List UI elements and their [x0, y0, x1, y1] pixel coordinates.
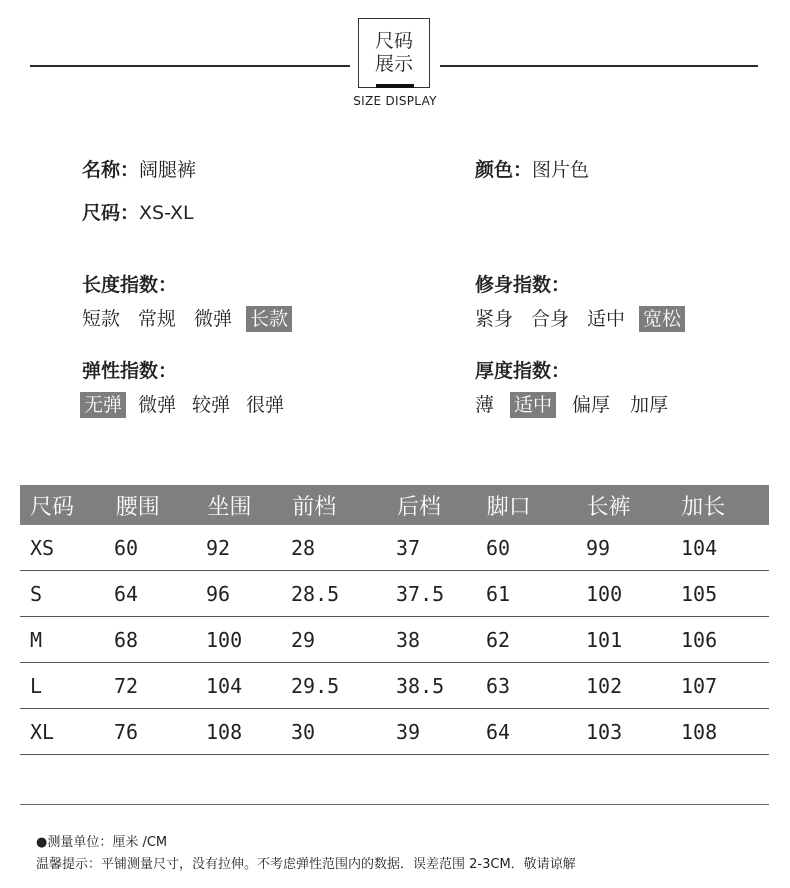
product-size-label: 尺码： — [82, 202, 140, 224]
table-cell: 76 — [114, 719, 139, 744]
table-row — [20, 709, 769, 755]
table-cell: 39 — [396, 719, 421, 744]
table-cell: 108 — [681, 719, 718, 744]
fit-option: 合身 — [531, 308, 570, 330]
thickness-option: 薄 — [475, 394, 495, 416]
thickness-option: 适中 — [510, 392, 556, 418]
fit-option: 适中 — [587, 308, 626, 330]
product-size-value: XS-XL — [139, 202, 194, 224]
header-cell: 尺码 — [30, 494, 75, 520]
elasticity-index-options — [80, 392, 288, 418]
table-cell: 102 — [586, 673, 623, 698]
header-rule-left — [30, 65, 350, 67]
table-cell: 60 — [486, 535, 511, 560]
table-cell: 64 — [486, 719, 511, 744]
table-cell: 28 — [291, 535, 316, 560]
header-cell: 腰围 — [115, 494, 160, 520]
table-cell: 38.5 — [396, 673, 445, 698]
product-name-label: 名称： — [82, 159, 140, 181]
elasticity-option: 很弹 — [246, 394, 285, 416]
header-cell: 长裤 — [586, 494, 631, 520]
thickness-index-heading: 厚度指数： — [475, 360, 571, 382]
table-cell: 107 — [681, 673, 718, 698]
length-index-heading: 长度指数： — [82, 274, 178, 296]
product-color-value: 图片色 — [532, 159, 590, 181]
size-table — [20, 485, 769, 755]
table-cell: 30 — [291, 719, 316, 744]
header-cell: 坐围 — [207, 494, 252, 520]
table-cell: 37 — [396, 535, 421, 560]
elasticity-option: 微弹 — [138, 394, 177, 416]
measurement-unit-note: ●测量单位：厘米 /CM — [36, 835, 168, 850]
fit-index-options — [471, 306, 685, 332]
product-size-range — [82, 198, 194, 225]
elasticity-index-heading: 弹性指数： — [82, 360, 178, 382]
table-cell: 104 — [206, 673, 243, 698]
section-title-line2: 展示 — [374, 53, 413, 75]
table-cell: 100 — [586, 581, 623, 606]
table-cell: 37.5 — [396, 581, 445, 606]
table-cell: 64 — [114, 581, 139, 606]
thickness-option: 加厚 — [630, 394, 669, 416]
table-cell: 72 — [114, 673, 139, 698]
table-cell: 101 — [586, 627, 623, 652]
title-accent-bar — [376, 84, 414, 88]
table-cell: 108 — [206, 719, 243, 744]
table-cell: 29.5 — [291, 673, 340, 698]
table-cell: 106 — [681, 627, 718, 652]
elasticity-option: 无弹 — [80, 392, 126, 418]
length-index-options — [78, 306, 292, 332]
product-name — [82, 155, 196, 182]
size-table-header — [20, 485, 769, 525]
table-cell: XL — [30, 719, 55, 744]
table-cell: 38 — [396, 627, 421, 652]
table-cell: 105 — [681, 581, 718, 606]
header-cell: 脚口 — [486, 494, 531, 520]
fit-option: 宽松 — [639, 306, 685, 332]
table-cell: M — [30, 627, 43, 652]
length-option: 短款 — [82, 308, 121, 330]
fit-index-heading: 修身指数： — [475, 274, 571, 296]
table-cell: 103 — [586, 719, 623, 744]
table-cell: 28.5 — [291, 581, 340, 606]
length-option: 长款 — [246, 306, 292, 332]
header-cell: 前档 — [292, 494, 337, 520]
measurement-tip-note: 温馨提示：平铺测量尺寸，没有拉伸。不考虑弹性范围内的数据．误差范围 2-3CM．敬请谅解 — [36, 857, 576, 872]
table-cell: XS — [30, 535, 55, 560]
table-cell: 63 — [486, 673, 511, 698]
table-row — [20, 617, 769, 663]
header-rule-right — [440, 65, 758, 67]
thickness-option: 偏厚 — [572, 394, 611, 416]
table-cell: 92 — [206, 535, 231, 560]
product-name-value: 阔腿裤 — [139, 159, 197, 181]
section-title-line1: 尺码 — [374, 30, 413, 52]
table-row — [20, 663, 769, 709]
header-cell: 后档 — [397, 494, 442, 520]
table-cell: 96 — [206, 581, 231, 606]
table-cell: 99 — [586, 535, 611, 560]
table-bottom-rule — [20, 804, 769, 805]
table-row — [20, 571, 769, 617]
table-cell: 62 — [486, 627, 511, 652]
length-option: 微弹 — [194, 308, 233, 330]
fit-option: 紧身 — [475, 308, 514, 330]
thickness-index-options — [471, 392, 672, 418]
elasticity-option: 较弹 — [192, 394, 231, 416]
section-title-box — [358, 18, 430, 88]
table-cell: 29 — [291, 627, 316, 652]
table-cell: L — [30, 673, 43, 698]
section-subtitle: SIZE DISPLAY — [353, 94, 437, 108]
table-cell: 68 — [114, 627, 139, 652]
table-cell: 104 — [681, 535, 718, 560]
length-option: 常规 — [138, 308, 177, 330]
table-cell: 61 — [486, 581, 511, 606]
product-color-label: 颜色： — [475, 159, 533, 181]
product-color — [475, 155, 589, 182]
table-cell: S — [30, 581, 43, 606]
table-cell: 100 — [206, 627, 243, 652]
table-cell: 60 — [114, 535, 139, 560]
table-row — [20, 525, 769, 571]
header-cell: 加长 — [681, 494, 726, 520]
